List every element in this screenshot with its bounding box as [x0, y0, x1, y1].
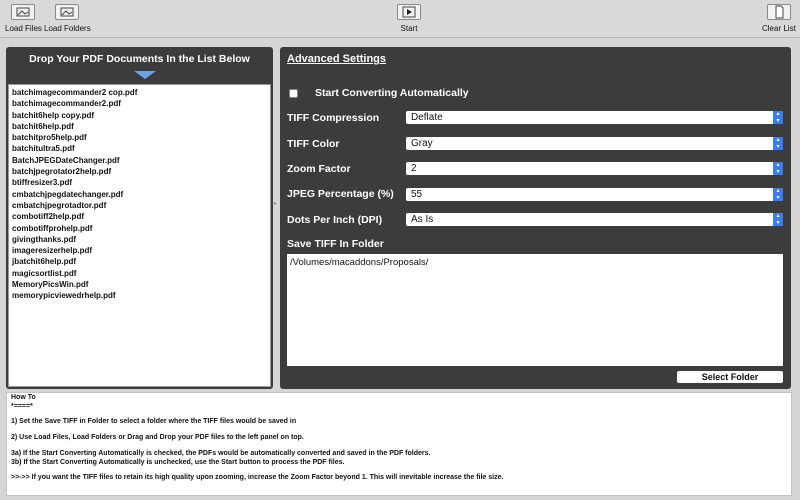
howto-step-2: 2) Use Load Files, Load Folders or Drag and Drop your PDF files to the left panel on top. — [11, 434, 304, 441]
file-list-item[interactable]: BatchJPEGDateChanger.pdf — [12, 155, 120, 165]
select-folder-button[interactable]: Select Folder — [677, 371, 783, 383]
load-folders-label: Load Folders — [44, 24, 91, 33]
save-folder-label: Save TIFF In Folder — [287, 238, 384, 250]
folder-image-icon — [55, 4, 79, 20]
howto-text-area[interactable] — [6, 392, 792, 496]
down-arrow-icon — [134, 71, 156, 79]
chevron-updown-icon: ▴ ▾ — [773, 162, 783, 175]
howto-zoom-tip: >>->> If you want the TIFF files to retain its high quality upon zooming, increase the Zoom Factor beyond 1. This will inevitable increase the file size. — [11, 474, 504, 481]
load-folders-button[interactable] — [44, 4, 91, 33]
file-list-item[interactable]: cmbatchjpegdatechanger.pdf — [12, 189, 124, 199]
file-list-item[interactable]: memorypicviewedrhelp.pdf — [12, 291, 116, 301]
zoom-factor-label: Zoom Factor — [287, 163, 351, 175]
file-list-item[interactable]: batchitultra5.pdf — [12, 144, 75, 154]
dpi-label: Dots Per Inch (DPI) — [287, 214, 383, 226]
advanced-settings-panel — [280, 47, 791, 389]
clear-list-button[interactable] — [762, 4, 796, 33]
file-list-item[interactable]: combotiffprohelp.pdf — [12, 223, 93, 233]
start-button[interactable] — [397, 4, 421, 33]
pdf-file-list[interactable] — [8, 84, 271, 387]
tiff-compression-label: TIFF Compression — [287, 112, 380, 124]
splitter-handle[interactable]: ▸ — [274, 201, 278, 207]
file-list-item[interactable]: batchit6help copy.pdf — [12, 110, 95, 120]
file-list-item[interactable]: jbatchit6help.pdf — [12, 257, 76, 267]
file-list-item[interactable]: cmbatchjpegrotadtor.pdf — [12, 200, 107, 210]
howto-step-1: 1) Set the Save TIFF in Folder to select a folder where the TIFF files would be saved in — [11, 418, 297, 425]
file-list-item[interactable]: combotiff2help.pdf — [12, 212, 84, 222]
tiff-color-label: TIFF Color — [287, 138, 340, 150]
drop-panel-title: Drop Your PDF Documents In the List Below — [29, 53, 250, 65]
howto-step-3b: 3b) If the Start Converting Automatically is unchecked, use the Start button to process the PDF files. — [11, 459, 345, 466]
auto-convert-label: Start Converting Automatically — [315, 87, 469, 99]
chevron-updown-icon: ▴ ▾ — [773, 188, 783, 201]
howto-divider: *====* — [11, 403, 33, 410]
chevron-updown-icon: ▴ ▾ — [773, 137, 783, 150]
save-folder-field[interactable] — [287, 254, 783, 366]
chevron-updown-icon: ▴ ▾ — [773, 213, 783, 226]
dpi-select[interactable] — [406, 213, 783, 226]
zoom-factor-select[interactable] — [406, 162, 783, 175]
file-list-item[interactable]: imageresizerhelp.pdf — [12, 246, 93, 256]
howto-heading: How To — [11, 394, 36, 401]
file-list-item[interactable]: magicsortlist.pdf — [12, 268, 77, 278]
file-list-item[interactable]: batchit6help.pdf — [12, 121, 74, 131]
load-files-button[interactable] — [5, 4, 42, 33]
file-list-item[interactable]: btiffresizer3.pdf — [12, 178, 73, 188]
tiff-compression-select[interactable] — [406, 111, 783, 124]
jpeg-percentage-value: 55 — [411, 189, 423, 200]
file-list-item[interactable]: batchitpro5help.pdf — [12, 133, 87, 143]
play-icon — [397, 4, 421, 20]
toolbar — [0, 0, 800, 38]
save-folder-path: /Volumes/macaddons/Proposals/ — [290, 257, 429, 268]
clear-list-label: Clear List — [762, 24, 796, 33]
dpi-value: As Is — [411, 214, 434, 225]
file-list-item[interactable]: MemoryPicsWin.pdf — [12, 280, 89, 290]
zoom-factor-value: 2 — [411, 163, 417, 174]
advanced-settings-title: Advanced Settings — [287, 53, 387, 65]
tiff-compression-value: Deflate — [411, 112, 443, 123]
drop-panel — [6, 47, 273, 389]
file-list-item[interactable]: batchimagecommander2.pdf — [12, 99, 121, 109]
auto-convert-checkbox[interactable] — [289, 89, 298, 98]
start-label: Start — [400, 24, 418, 33]
file-list-item[interactable]: batchimagecommander2 cop.pdf — [12, 88, 138, 97]
chevron-updown-icon: ▴ ▾ — [773, 111, 783, 124]
tiff-color-select[interactable] — [406, 137, 783, 150]
file-list-item[interactable]: batchjpegrotator2help.pdf — [12, 167, 112, 177]
tiff-color-value: Gray — [411, 138, 433, 149]
file-list-item[interactable]: givingthanks.pdf — [12, 234, 76, 244]
jpeg-percentage-label: JPEG Percentage (%) — [287, 188, 394, 200]
load-files-label: Load Files — [5, 24, 42, 33]
image-icon — [11, 4, 35, 20]
jpeg-percentage-select[interactable] — [406, 188, 783, 201]
howto-step-3a: 3a) If the Start Converting Automatically is checked, the PDFs would be automatically converted and saved in the PDF folders. — [11, 450, 431, 457]
document-icon — [767, 4, 791, 20]
